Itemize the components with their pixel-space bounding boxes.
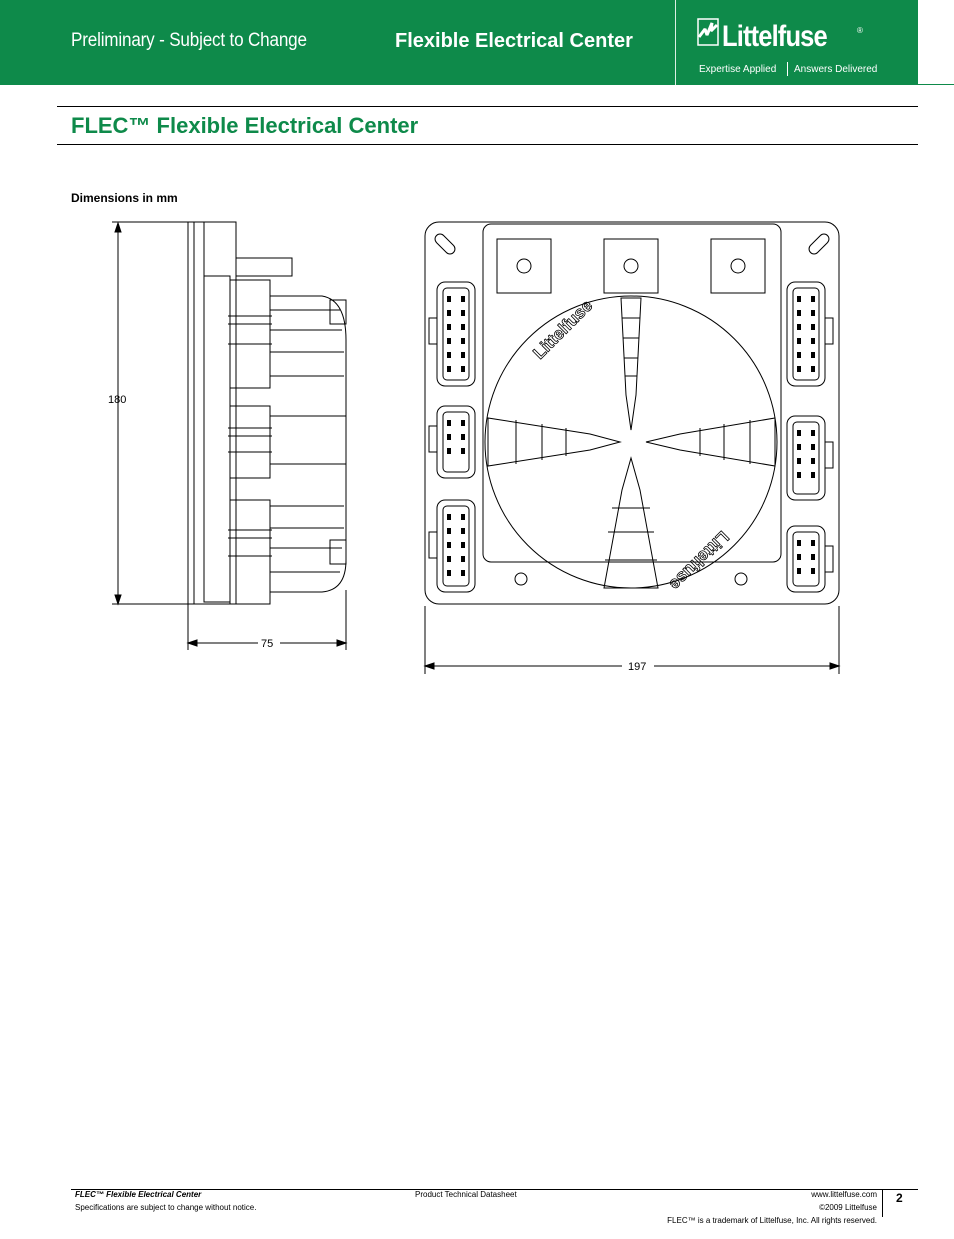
- footer-product-name: FLEC™ Flexible Electrical Center: [75, 1190, 202, 1199]
- footer-copyright: ©2009 Littelfuse: [819, 1203, 877, 1212]
- dimensions-caption: Dimensions in mm: [71, 191, 178, 205]
- page-number: 2: [896, 1191, 903, 1205]
- logo-wordmark: Littelfuse: [722, 20, 827, 53]
- logo-registered-mark: ®: [857, 26, 863, 35]
- width-dimension-label: 197: [628, 661, 647, 673]
- height-dimension-label: 180: [108, 394, 127, 406]
- tagline-expertise: Expertise Applied: [699, 64, 777, 75]
- footer-doc-type: Product Technical Datasheet: [415, 1190, 517, 1199]
- cover-logo-top: Littelfuse: [529, 295, 597, 363]
- footer-divider: [882, 1189, 883, 1217]
- header-title: Flexible Electrical Center: [395, 30, 633, 52]
- depth-dimension-label: 75: [261, 638, 274, 650]
- tagline-answers: Answers Delivered: [794, 64, 878, 75]
- front-view: [425, 222, 839, 674]
- cover-logo-bottom: Littelfuse: [665, 527, 733, 595]
- footer-website-link[interactable]: www.littelfuse.com: [811, 1190, 877, 1199]
- preliminary-notice: Preliminary - Subject to Change: [71, 30, 307, 51]
- side-view: [112, 222, 346, 650]
- footer-trademark: FLEC™ is a trademark of Littelfuse, Inc. All rights reserved.: [667, 1216, 877, 1225]
- section-title: FLEC™ Flexible Electrical Center: [71, 113, 419, 138]
- footer-notice: Specifications are subject to change without notice.: [75, 1203, 257, 1212]
